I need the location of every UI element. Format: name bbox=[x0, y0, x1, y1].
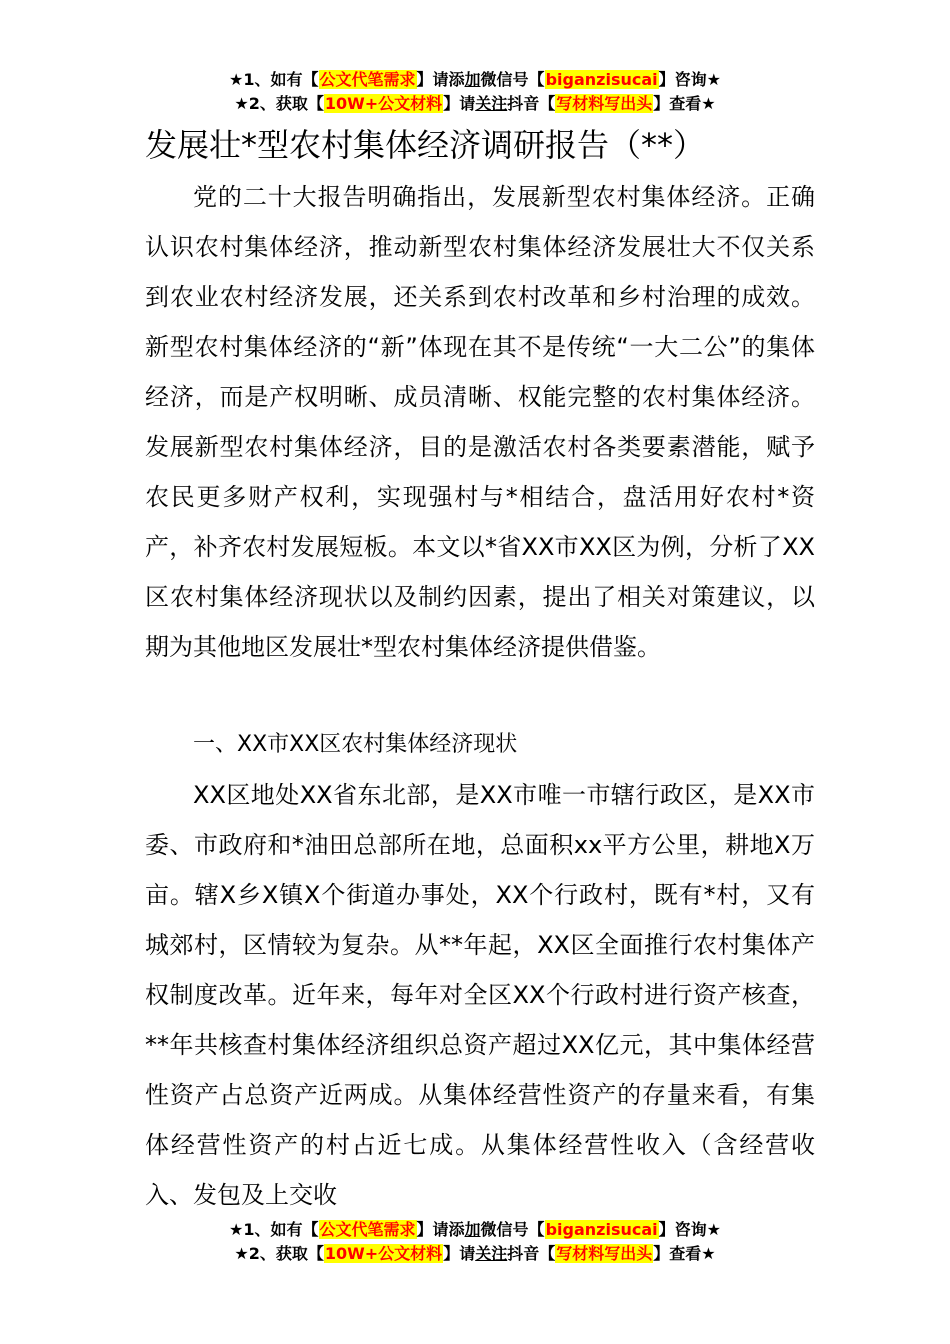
promo-line-1 bbox=[0, 1218, 950, 1242]
promo-prefix: ★1、如有【 bbox=[229, 70, 319, 89]
body-paragraph-intro: 党的二十大报告明确指出，发展新型农村集体经济。正确认识农村集体经济，推动新型农村集体经济发展壮大不仅关系到农业农村经济发展，还关系到农村改革和乡村治理的成效。新型农村集体经济的“新”体现在其不是传统“一大二公”的集体经济，而是产权明晰、成员清晰、权能完整的农村集体经济。发展新型农村集体经济，目的是激活农村各类要素潜能，赋予农民更多财产权利，实现强村与*相结合，盘活用好农村*资产，补齐农村发展短板。本文以*省XX市XX区为例，分析了XX区农村集体经济现状以及制约因素，提出了相关对策建议，以期为其他地区发展壮*型农村集体经济提供借鉴。 bbox=[145, 183, 815, 661]
promo-suffix: 】咨询★ bbox=[658, 1220, 721, 1239]
promo-text: 】请添 bbox=[416, 1220, 465, 1239]
promo-text: 】请 bbox=[443, 94, 476, 113]
promo-underlined-text: 加 bbox=[464, 1220, 481, 1239]
promo-highlight-service: 公文代笔需求 bbox=[319, 1220, 416, 1239]
promo-line-1 bbox=[0, 68, 950, 92]
promo-highlight-materials: 10W+公文材料 bbox=[324, 94, 443, 113]
promo-underlined-text: 关注 bbox=[475, 94, 508, 113]
promo-highlight-wechat-id: biganzisucai bbox=[545, 70, 658, 89]
promo-highlight-douyin-account: 写材料写出头 bbox=[556, 1244, 653, 1263]
promo-text: 微信号【 bbox=[480, 1220, 545, 1239]
promo-text: 】请添 bbox=[416, 70, 465, 89]
promo-highlight-douyin-account: 写材料写出头 bbox=[556, 94, 653, 113]
promo-line-2 bbox=[0, 92, 950, 116]
promo-suffix: 】咨询★ bbox=[658, 70, 721, 89]
promo-highlight-materials: 10W+公文材料 bbox=[324, 1244, 443, 1263]
promo-highlight-wechat-id: biganzisucai bbox=[545, 1220, 658, 1239]
promo-text: 微信号【 bbox=[480, 70, 545, 89]
promo-highlight-service: 公文代笔需求 bbox=[319, 70, 416, 89]
promo-text: 抖音【 bbox=[507, 94, 556, 113]
body-paragraph-status: XX区地处XX省东北部，是XX市唯一市辖行政区，是XX市委、市政府和*油田总部所在地，总面积xx平方公里，耕地X万亩。辖X乡X镇X个街道办事处，XX个行政村，既有*村，又有城郊村，区情较为复杂。从**年起，XX区全面推行农村集体产权制度改革。近年来，每年对全区XX个行政村进行资产核查，**年共核查村集体经济组织总资产超过XX亿元，其中集体经营性资产占总资产近两成。从集体经营性资产的存量来看，有集体经营性资产的村占近七成。从集体经营性收入（含经营收入、发包及上交收 bbox=[145, 781, 815, 1209]
document-title: 发展壮*型农村集体经济调研报告（**） bbox=[145, 126, 706, 164]
promo-prefix: ★2、获取【 bbox=[234, 1244, 324, 1263]
promo-line-2 bbox=[0, 1242, 950, 1266]
promo-text: 】请 bbox=[443, 1244, 476, 1263]
promo-text: 抖音【 bbox=[507, 1244, 556, 1263]
promo-underlined-text: 加 bbox=[464, 70, 481, 89]
promo-prefix: ★1、如有【 bbox=[229, 1220, 319, 1239]
section-heading: 一、XX市XX区农村集体经济现状 bbox=[193, 732, 518, 757]
promo-underlined-text: 关注 bbox=[475, 1244, 508, 1263]
promo-suffix: 】查看★ bbox=[653, 1244, 716, 1263]
promo-prefix: ★2、获取【 bbox=[234, 94, 324, 113]
promo-suffix: 】查看★ bbox=[653, 94, 716, 113]
